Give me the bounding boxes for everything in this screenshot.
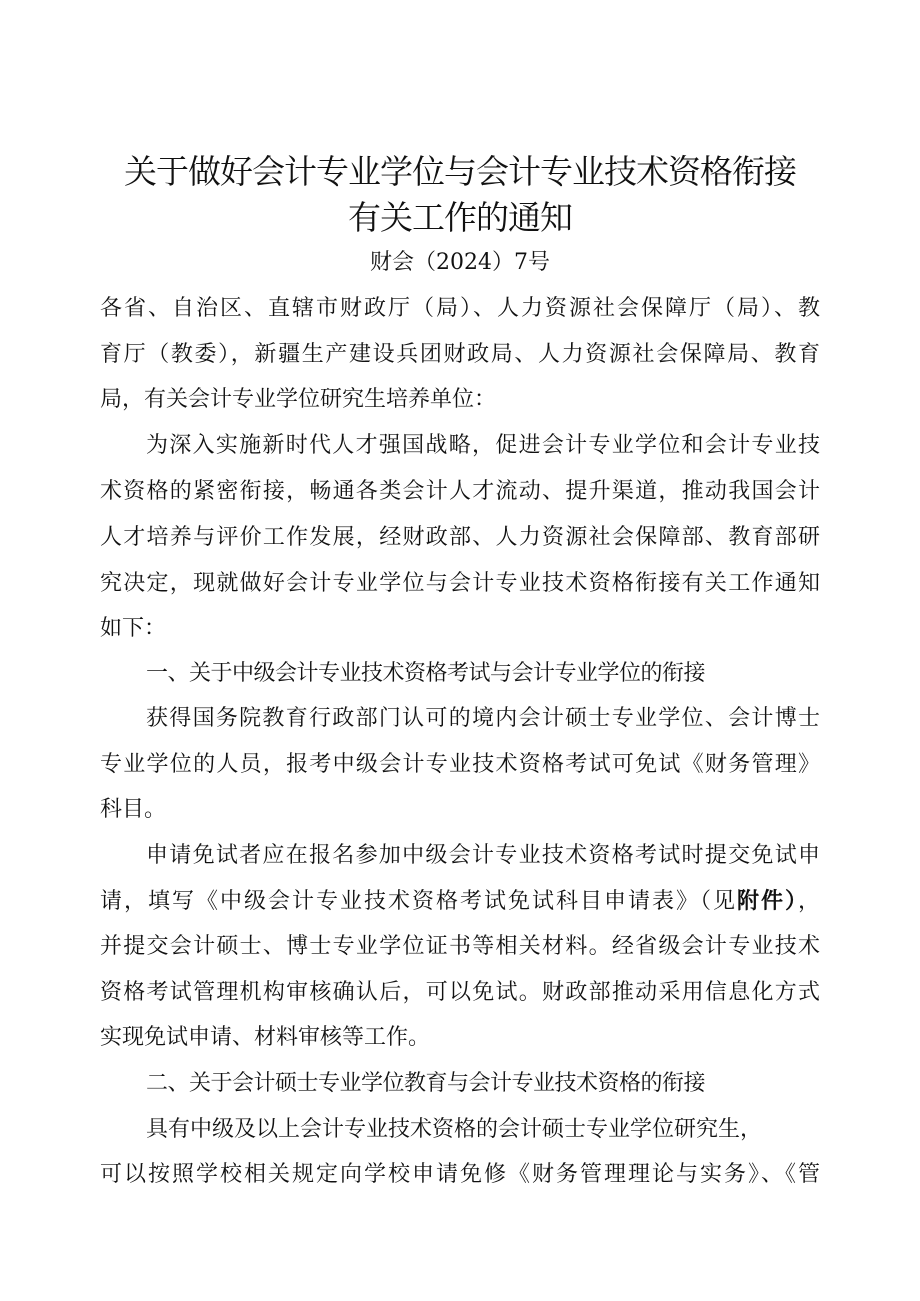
section-2-heading: 二、关于会计硕士专业学位教育与会计专业技术资格的衔接 [146, 1071, 706, 1096]
intro-line: 人才培养与评价工作发展，经财政部、人力资源社会保障部、教育部研 [100, 525, 820, 550]
section-2-paragraph-line: 可以按照学校相关规定向学校申请免修《财务管理理论与实务》、《管 [100, 1162, 820, 1187]
intro-line: 如下： [100, 616, 167, 641]
intro-line: 究决定，现就做好会计专业学位与会计专业技术资格衔接有关工作通知 [100, 571, 820, 596]
addressee-line: 育厅（教委），新疆生产建设兵团财政局、人力资源社会保障局、教育 [100, 342, 820, 367]
section-2-paragraph-line: 具有中级及以上会计专业技术资格的会计硕士专业学位研究生， [146, 1117, 763, 1142]
section-1-paragraph-line: 实现免试申请、材料审核等工作。 [100, 1025, 431, 1050]
attachment-reference: 附件） [736, 889, 798, 914]
addressee-line: 局，有关会计专业学位研究生培养单位： [100, 387, 497, 412]
section-1-paragraph-line: 科目。 [100, 797, 167, 822]
intro-line: 术资格的紧密衔接，畅通各类会计人才流动、提升渠道，推动我国会计 [100, 479, 820, 504]
document-title-line-2: 有关工作的通知 [348, 198, 572, 237]
section-1-heading: 一、关于中级会计专业技术资格考试与会计专业学位的衔接 [146, 661, 706, 686]
document-title-line-1: 关于做好会计专业学位与会计专业技术资格衔接 [124, 152, 796, 191]
section-1-paragraph-line: 获得国务院教育行政部门认可的境内会计硕士专业学位、会计博士 [146, 706, 820, 731]
text-segment: 请，填写《中级会计专业技术资格考试免试科目申请表》（见 [100, 889, 737, 914]
intro-line: 为深入实施新时代人才强国战略，促进会计专业学位和会计专业技 [146, 433, 820, 458]
section-1-paragraph-line: 并提交会计硕士、博士专业学位证书等相关材料。经省级会计专业技术 [100, 934, 820, 959]
addressee-line: 各省、自治区、直辖市财政厅（局）、人力资源社会保障厅（局）、教 [100, 296, 820, 321]
text-segment: ， [797, 889, 820, 914]
section-1-paragraph-line: 专业学位的人员，报考中级会计专业技术资格考试可免试《财务管理》 [100, 752, 820, 777]
section-1-paragraph-line: 申请免试者应在报名参加中级会计专业技术资格考试时提交免试申 [146, 843, 820, 868]
section-1-paragraph-line [100, 887, 820, 917]
document-number: 财会（2024）7号 [370, 250, 550, 275]
section-1-paragraph-line: 资格考试管理机构审核确认后，可以免试。财政部推动采用信息化方式 [100, 980, 820, 1005]
